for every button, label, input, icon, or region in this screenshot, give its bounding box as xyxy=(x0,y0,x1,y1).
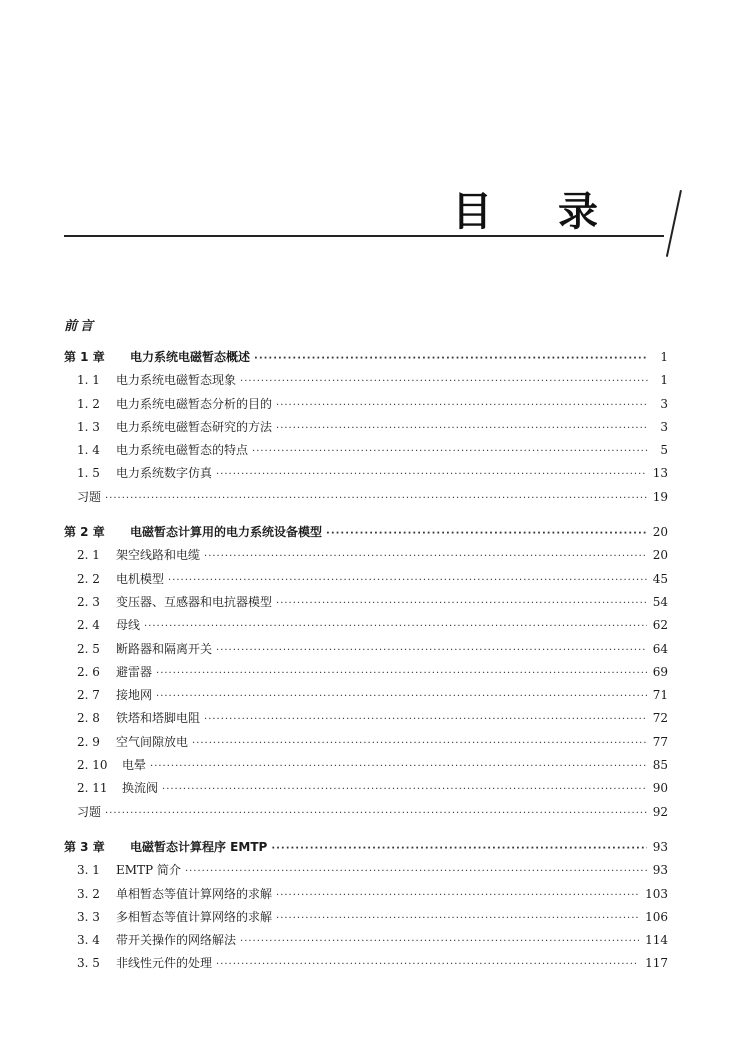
toc-entry-row[interactable] xyxy=(64,731,668,754)
toc-entry-row[interactable] xyxy=(64,906,668,929)
dot-leader xyxy=(168,569,647,592)
dot-leader xyxy=(162,778,647,801)
toc-entry-number: 2. 7 xyxy=(77,688,100,703)
dot-leader xyxy=(192,732,647,755)
toc-entry-number: 2. 9 xyxy=(77,734,100,749)
toc-entry-title: 变压器、互感器和电抗器模型 xyxy=(116,594,273,609)
toc-entry-row[interactable] xyxy=(64,801,668,824)
toc-entry-title: 电磁暂态计算用的电力系统设备模型 xyxy=(130,525,323,540)
toc-entry-row[interactable] xyxy=(64,661,668,684)
dot-leader xyxy=(216,463,647,486)
toc-entry-number: 2. 4 xyxy=(77,618,100,633)
toc-entry-number: 第 1 章 xyxy=(64,350,105,364)
toc-page-number: 103 xyxy=(645,886,668,901)
toc-page-number: 92 xyxy=(652,804,668,819)
toc-chapter-row[interactable] xyxy=(64,346,668,369)
toc-entry-number: 2. 1 xyxy=(77,548,100,563)
toc-entry-number: 1. 3 xyxy=(77,419,100,434)
toc-entry-title: 非线性元件的处理 xyxy=(116,956,213,971)
toc-page-number: 1 xyxy=(660,350,668,364)
toc-page-number: 69 xyxy=(652,664,668,679)
dot-leader xyxy=(276,592,647,615)
toc-entry-title: 电磁暂态计算程序 EMTP xyxy=(130,839,268,854)
toc-page-number: 62 xyxy=(652,618,668,633)
toc-chapter-row[interactable] xyxy=(64,521,668,544)
toc-entry-number: 3. 5 xyxy=(77,956,100,971)
toc-entry-title: 电机模型 xyxy=(116,571,165,586)
dot-leader xyxy=(185,860,647,883)
toc-entry-row[interactable] xyxy=(64,859,668,882)
dot-leader xyxy=(240,930,639,953)
toc-entry-title: 接地网 xyxy=(116,688,153,703)
toc-entry-title: 习题 xyxy=(77,804,102,819)
title-block xyxy=(64,190,668,260)
toc-entry-number: 2. 5 xyxy=(77,641,100,656)
title-underline xyxy=(64,235,664,237)
toc-page-number: 5 xyxy=(660,443,668,458)
toc-entry-number: 第 2 章 xyxy=(64,525,105,540)
toc-entry-title: 换流阀 xyxy=(122,781,159,796)
dot-leader xyxy=(276,884,639,907)
page-title: 目 录 xyxy=(452,189,624,235)
dot-leader xyxy=(326,522,647,545)
dot-leader xyxy=(271,837,646,860)
toc-entry-row[interactable] xyxy=(64,486,668,509)
toc-entry-row[interactable] xyxy=(64,638,668,661)
toc-entry-row[interactable] xyxy=(64,929,668,952)
toc-entry-number: 3. 2 xyxy=(77,886,100,901)
title-slash-mark xyxy=(666,190,682,257)
toc-entry-number: 3. 1 xyxy=(77,863,100,878)
toc-entry-row[interactable] xyxy=(64,707,668,730)
toc-entry-title: 架空线路和电缆 xyxy=(116,548,201,563)
toc-entry-preface[interactable]: 前言 xyxy=(64,319,97,334)
toc-entry-number: 1. 5 xyxy=(77,466,100,481)
toc-entry-row[interactable] xyxy=(64,393,668,416)
toc-page-number: 90 xyxy=(652,781,668,796)
dot-leader xyxy=(156,685,647,708)
toc-entry-row[interactable] xyxy=(64,684,668,707)
toc-entry-row[interactable] xyxy=(64,439,668,462)
toc-entry-row[interactable] xyxy=(64,614,668,637)
toc-entry-number: 2. 6 xyxy=(77,664,100,679)
toc-entry-title: 电晕 xyxy=(122,758,147,773)
dot-leader xyxy=(105,802,647,825)
toc-entry-title: 避雷器 xyxy=(116,664,153,679)
dot-leader xyxy=(276,907,639,930)
toc-entry-row[interactable] xyxy=(64,952,668,975)
toc-entry-row[interactable] xyxy=(64,544,668,567)
toc-entry-number: 2. 3 xyxy=(77,594,100,609)
toc-entry-title: 断路器和隔离开关 xyxy=(116,641,213,656)
toc-entry-number: 2. 2 xyxy=(77,571,100,586)
toc-entry-title: 电力系统数字仿真 xyxy=(116,466,213,481)
toc-entry-row[interactable] xyxy=(64,568,668,591)
toc-entry-title: 电力系统电磁暂态现象 xyxy=(116,373,237,388)
toc-chapter-row[interactable] xyxy=(64,836,668,859)
toc-entry-title: 铁塔和塔脚电阻 xyxy=(116,711,201,726)
toc-entry-number: 2. 8 xyxy=(77,711,100,726)
toc-entry-row[interactable] xyxy=(64,754,668,777)
toc-page-number: 71 xyxy=(652,688,668,703)
toc-entry-title: EMTP 简介 xyxy=(116,863,181,878)
dot-leader xyxy=(276,417,648,440)
toc-entry-title: 电力系统电磁暂态分析的目的 xyxy=(116,396,273,411)
toc-page-number: 3 xyxy=(660,396,668,411)
toc-entry-number: 3. 4 xyxy=(77,933,100,948)
dot-leader xyxy=(216,639,647,662)
toc-entry-title: 多相暂态等值计算网络的求解 xyxy=(116,909,273,924)
toc-page-number: 19 xyxy=(652,489,668,504)
toc-entry-title: 电力系统电磁暂态概述 xyxy=(130,350,251,364)
toc-entry-number: 1. 4 xyxy=(77,443,100,458)
toc-page-number: 77 xyxy=(652,734,668,749)
toc-list xyxy=(64,346,668,976)
toc-page-number: 1 xyxy=(660,373,668,388)
toc-entry-title: 电力系统电磁暂态研究的方法 xyxy=(116,419,273,434)
toc-page-number: 114 xyxy=(645,933,668,948)
toc-page-number: 72 xyxy=(652,711,668,726)
toc-entry-title: 习题 xyxy=(77,489,102,504)
toc-entry-row[interactable] xyxy=(64,777,668,800)
dot-leader xyxy=(156,662,647,685)
toc-page-number: 64 xyxy=(652,641,668,656)
toc-entry-row[interactable] xyxy=(64,416,668,439)
toc-page-number: 20 xyxy=(652,548,668,563)
dot-leader xyxy=(276,394,648,417)
toc-entry-row[interactable] xyxy=(64,369,668,392)
dot-leader xyxy=(150,755,647,778)
toc-entry-title: 单相暂态等值计算网络的求解 xyxy=(116,886,273,901)
toc-entry-title: 母线 xyxy=(116,618,141,633)
toc-entry-number: 第 3 章 xyxy=(64,839,105,854)
toc-page-number: 54 xyxy=(652,594,668,609)
toc-page-number: 117 xyxy=(645,956,668,971)
dot-leader xyxy=(144,615,647,638)
dot-leader xyxy=(240,370,648,393)
toc-entry-title: 电力系统电磁暂态的特点 xyxy=(116,443,249,458)
toc-entry-number: 1. 2 xyxy=(77,396,100,411)
toc-page-number: 106 xyxy=(645,909,668,924)
toc-page-number: 93 xyxy=(652,863,668,878)
toc-entry-number: 2. 10 xyxy=(77,758,108,773)
dot-leader xyxy=(216,953,639,976)
toc-entry-title: 空气间隙放电 xyxy=(116,734,189,749)
toc-page-number: 20 xyxy=(652,525,668,540)
toc-page-number: 85 xyxy=(652,758,668,773)
toc-entry-row[interactable] xyxy=(64,591,668,614)
toc-entry-number: 3. 3 xyxy=(77,909,100,924)
toc-page-number: 13 xyxy=(652,466,668,481)
toc-entry-row[interactable] xyxy=(64,883,668,906)
dot-leader xyxy=(204,545,647,568)
dot-leader xyxy=(254,347,648,370)
dot-leader xyxy=(105,487,647,510)
toc-entry-title: 带开关操作的网络解法 xyxy=(116,933,237,948)
toc-entry-row[interactable] xyxy=(64,462,668,485)
dot-leader xyxy=(252,440,648,463)
dot-leader xyxy=(204,708,647,731)
toc-page-number: 3 xyxy=(660,419,668,434)
toc-entry-number: 1. 1 xyxy=(77,373,100,388)
toc-page-number: 93 xyxy=(652,839,668,854)
toc-entry-number: 2. 11 xyxy=(77,781,108,796)
toc-page-number: 45 xyxy=(652,571,668,586)
